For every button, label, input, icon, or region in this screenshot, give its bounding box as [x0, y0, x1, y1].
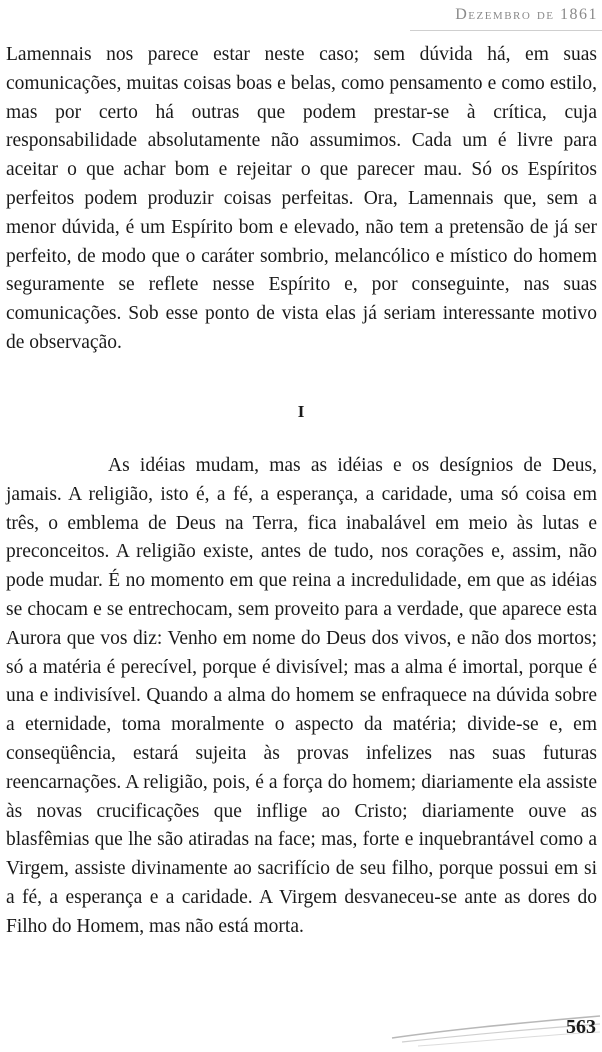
page-number: 563: [566, 1016, 596, 1038]
body-paragraph-2: As idéias mudam, mas as idéias e os desígnios de Deus, jamais. A religião, isto é, a fé, a esperança, a caridade, uma só coisa em três, o emblema de Deus na Terra, fica inabalável em meio às lutas e preconceitos. A religião existe, antes de tudo, nos corações e, assim, não pode mudar. É no momento em que reina a incredulidade, em que as idéias se chocam e se entrechocam, sem proveito para a verdade, que aparece esta Aurora que vos diz: Venho em nome do Deus dos vivos, e não dos mortos; só a matéria é perecível, porque é divisível; mas a alma é imortal, porque é una e indivisível. Quando a alma do homem se enfraquece na dúvida sobre a eternidade, toma moralmente o aspecto da matéria; divide-se e, em conseqüência, estará sujeita às provas infelizes nas suas futuras reencarnações. A religião, pois, é a força do homem; diariamente ela assiste às novas crucificações que inflige ao Cristo; diariamente ouve as blasfêmias que lhe são atiradas na face; mas, forte e inquebrantável como a Virgem, assiste divinamente ao sacrifício de seu filho, porque possui em si a fé, a esperança e a caridade. A Virgem desvaneceu-se ante as dores do Filho do Homem, mas não está morta.: [6, 455, 597, 937]
section-number: I: [297, 402, 305, 421]
body-paragraph-1: Lamennais nos parece estar neste caso; sem dúvida há, em suas comunicações, muitas coisas boas e belas, como pensamento e como estilo, mas por certo há outras que podem prestar-se à crítica, cuja responsabilidade absolutamente não assumimos. Cada um é livre para aceitar o que achar bom e rejeitar o que parecer mau. Só os Espíritos perfeitos podem produzir coisas perfeitas. Ora, Lamennais que, sem a menor dúvida, é um Espírito bom e elevado, não tem a pretensão de já ser perfeito, de modo que o caráter sombrio, melancólico e místico do homem seguramente se reflete nesse Espírito e, por conseguinte, nas suas comunicações. Sob esse ponto de vista elas já seriam interessante motivo de observação.: [6, 44, 597, 353]
running-header: Dezembro de 1861: [455, 6, 598, 23]
header-rule: [410, 30, 602, 31]
